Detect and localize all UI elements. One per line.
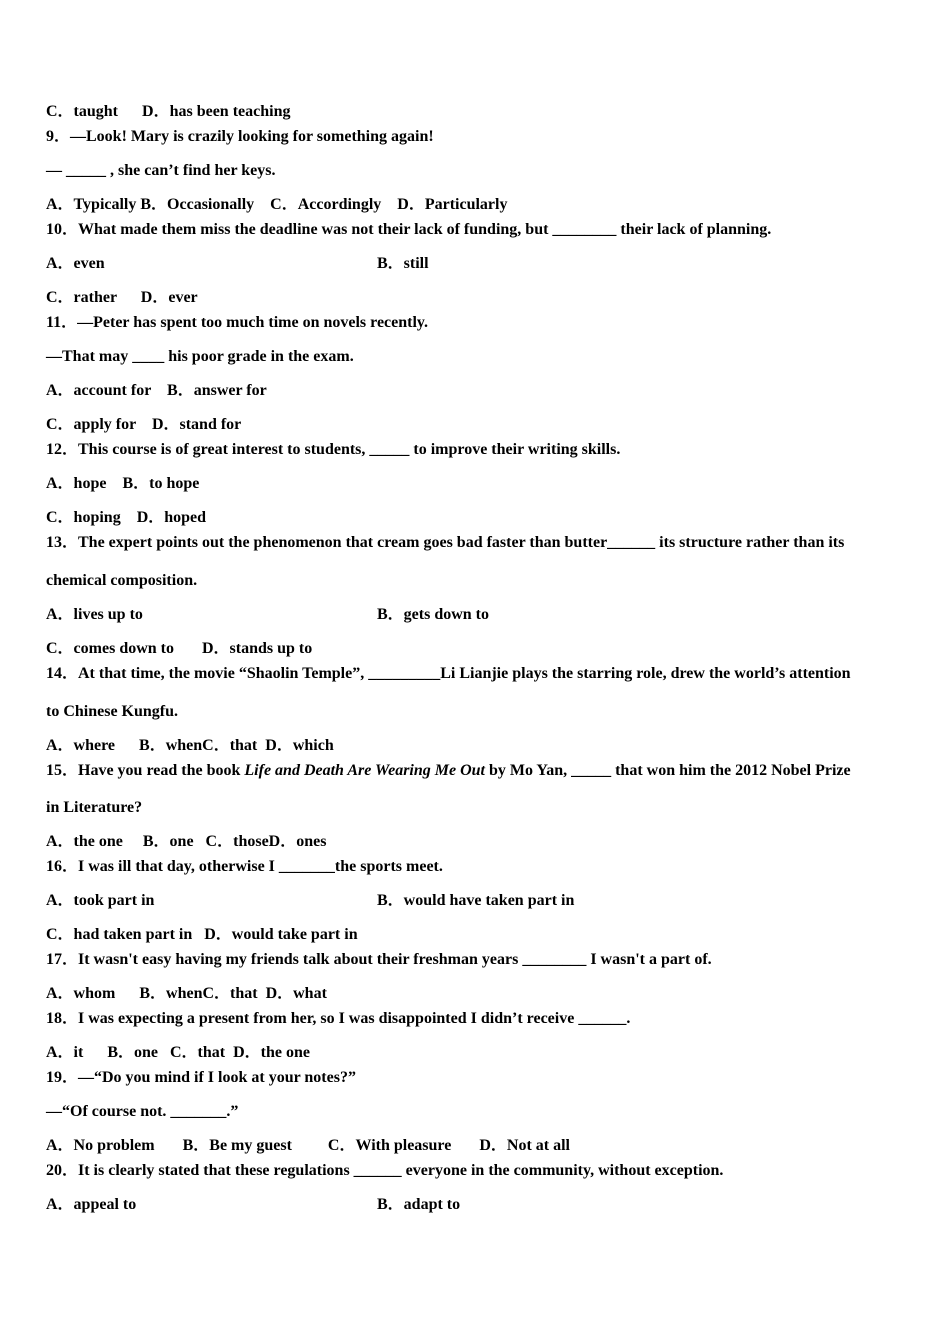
q13-options-cd: C．comes down to D．stands up to [46,640,313,657]
q15-stem-post: by Mo Yan, _____ that won him the 2012 Nobel Prize [485,762,851,779]
q19-stem: 19．—“Do you mind if I look at your notes?” [46,1069,356,1086]
q16-option-b: B．would have taken part in [377,892,575,909]
q13-stem-cont: chemical composition. [46,572,198,589]
q12-stem: 12．This course is of great interest to students, _____ to improve their writing skills. [46,441,621,458]
q13-stem: 13．The expert points out the phenomenon that cream goes bad faster than butter______ its structure rather than its [46,534,845,551]
q14-options: A．where B．whenC．that D．which [46,737,334,754]
q10-options-cd: C．rather D．ever [46,289,198,306]
q15-stem-cont: in Literature? [46,799,143,816]
q13-option-a: A．lives up to [46,606,143,623]
q15-book-title: Life and Death Are Wearing Me Out [244,762,485,779]
q20-option-a: A．appeal to [46,1196,137,1213]
q11-reply: —That may ____ his poor grade in the exam. [46,348,354,365]
q16-options-cd: C．had taken part in D．would take part in [46,926,358,943]
q11-stem: 11．—Peter has spent too much time on novels recently. [46,314,429,331]
q15-stem [46,761,851,781]
q16-stem: 16．I was ill that day, otherwise I _______the sports meet. [46,858,443,875]
q15-options: A．the one B．one C．thoseD．ones [46,833,327,850]
q11-options-ab: A．account for B．answer for [46,382,267,399]
q18-stem: 18．I was expecting a present from her, so I was disappointed I didn’t receive ______. [46,1010,631,1027]
q19-options: A．No problem B．Be my guest C．With pleasure D．Not at all [46,1137,571,1154]
q14-stem: 14．At that time, the movie “Shaolin Temple”, _________Li Lianjie plays the starring role, drew the world’s attention [46,665,851,682]
q17-options: A．whom B．whenC．that D．what [46,985,327,1002]
q10-stem: 10．What made them miss the deadline was not their lack of funding, but ________ their lack of planning. [46,221,772,238]
q18-options: A．it B．one C．that D．the one [46,1044,310,1061]
q17-stem: 17．It wasn't easy having my friends talk about their freshman years ________ I wasn't a part of. [46,951,712,968]
q15-stem-pre: 15．Have you read the book [46,762,245,779]
q9-stem: 9．—Look! Mary is crazily looking for something again! [46,128,434,145]
q11-options-cd: C．apply for D．stand for [46,416,242,433]
q12-options-ab: A．hope B．to hope [46,475,200,492]
q10-option-b: B．still [377,255,429,272]
q16-option-a: A．took part in [46,892,155,909]
q20-stem: 20．It is clearly stated that these regulations ______ everyone in the community, without exception. [46,1162,724,1179]
q10-option-a: A．even [46,255,105,272]
q20-option-b: B．adapt to [377,1196,461,1213]
q9-options: A．Typically B．Occasionally C．Accordingly D．Particularly [46,196,508,213]
q13-option-b: B．gets down to [377,606,490,623]
q8-options-cd: C．taught D．has been teaching [46,103,291,120]
q12-options-cd: C．hoping D．hoped [46,509,207,526]
q14-stem-cont: to Chinese Kungfu. [46,703,179,720]
q9-reply: — _____ , she can’t find her keys. [46,162,276,179]
q19-reply: —“Of course not. _______.” [46,1103,239,1120]
